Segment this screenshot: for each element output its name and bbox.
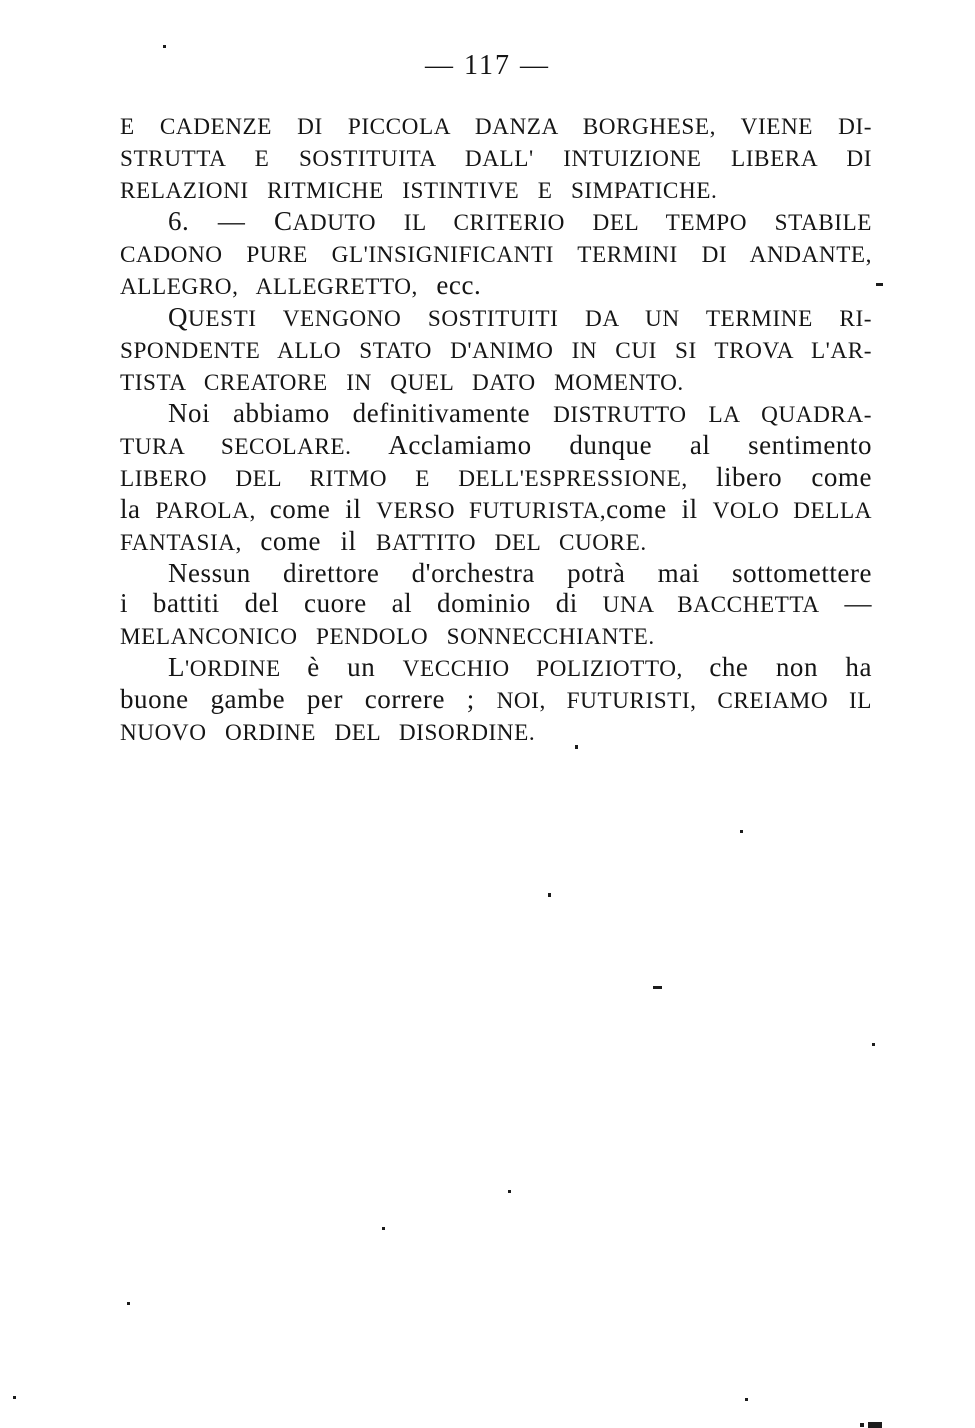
text-line — [120, 334, 872, 366]
text-segment: TISTA CREATORE IN QUEL DATO MOMENTO. — [120, 370, 684, 396]
paragraph — [120, 302, 872, 398]
scan-speck — [548, 893, 551, 897]
text-segment: Noi abbiamo definitivamente — [168, 398, 554, 428]
text-line — [120, 494, 872, 526]
text-segment: i battiti del cuore al dominio di — [120, 588, 603, 618]
paragraph — [120, 652, 872, 748]
text-line — [120, 206, 872, 238]
text-line — [120, 588, 872, 620]
text-segment: ADUTO IL CRITERIO DEL TEMPO STABILE — [292, 210, 872, 236]
text-line — [120, 430, 872, 462]
text-line — [120, 270, 872, 302]
text-segment: UNA BACCHETTA — [602, 592, 820, 618]
scan-speck — [872, 1043, 875, 1046]
text-line — [120, 684, 872, 716]
text-segment: come il — [269, 494, 377, 524]
text-line — [120, 620, 872, 652]
scan-speck — [740, 830, 743, 833]
scan-speck — [13, 1396, 16, 1399]
scan-speck — [876, 283, 883, 286]
text-segment: MELANCONICO PENDOLO SONNECCHIANTE. — [120, 624, 655, 650]
text-line — [120, 716, 872, 748]
text-segment: VOLO DELLA — [712, 498, 873, 524]
text-line — [120, 366, 872, 398]
paragraph — [120, 110, 872, 206]
scan-speck — [163, 45, 166, 48]
text-segment: NOI, FUTURISTI, CREIAMO IL — [496, 688, 872, 714]
paragraph — [120, 398, 872, 558]
text-line — [120, 558, 872, 588]
text-segment: la — [120, 494, 156, 524]
text-segment: UESTI VENGONO SOSTITUITI DA UN TERMINE RI- — [188, 306, 872, 332]
text-segment: E CADENZE DI PICCOLA DANZA BORGHESE, VIENE DI- — [120, 114, 872, 140]
text-segment: DISTRUTTO LA QUADRA- — [553, 402, 872, 428]
scan-speck — [653, 986, 662, 989]
scan-speck — [860, 1423, 864, 1427]
text-segment: RELAZIONI RITMICHE ISTINTIVE E SIMPATICHE. — [120, 178, 718, 204]
text-segment: VERSO FUTURISTA, — [376, 498, 607, 524]
lead-capital: L — [168, 652, 186, 682]
text-segment: è un — [307, 652, 403, 682]
text-segment: CADONO PURE GL'INSIGNIFICANTI TERMINI DI ANDANTE, — [120, 242, 872, 268]
scan-speck — [382, 1227, 385, 1230]
scan-speck — [508, 1190, 511, 1193]
paragraph — [120, 206, 872, 302]
text-line — [120, 526, 872, 558]
scan-speck — [745, 1398, 748, 1401]
text-segment: come il — [606, 494, 713, 524]
text-segment: BATTITO DEL CUORE. — [375, 530, 647, 556]
text-segment: Nessun direttore d'orchestra potrà mai sottomettere — [168, 558, 872, 588]
text-segment: Acclamiamo dunque al sentimento — [388, 430, 872, 460]
scan-speck — [575, 745, 578, 749]
scan-speck — [127, 1302, 130, 1305]
text-line — [120, 142, 872, 174]
text-segment: PAROLA, — [155, 498, 270, 524]
text-segment: ALLEGRO, ALLEGRETTO, — [120, 274, 437, 300]
text-line — [120, 302, 872, 334]
text-segment: 'ORDINE — [185, 656, 308, 682]
paragraph — [120, 558, 872, 652]
text-segment: TURA SECOLARE. — [120, 434, 389, 460]
text-segment: SPONDENTE ALLO STATO D'ANIMO IN CUI SI TROVA L'AR- — [120, 338, 872, 364]
text-segment: libero come — [715, 462, 872, 492]
text-segment: che non ha — [709, 652, 872, 682]
text-line — [120, 462, 872, 494]
text-line — [120, 398, 872, 430]
text-line — [120, 652, 872, 684]
text-segment: — — [819, 588, 872, 618]
text-segment: NUOVO ORDINE DEL DISORDINE. — [120, 720, 536, 746]
text-line — [120, 110, 872, 142]
lead-capital: Q — [168, 302, 189, 332]
text-segment: ecc. — [436, 270, 482, 300]
text-segment: come il — [260, 526, 376, 556]
body-text-block — [120, 110, 872, 748]
text-segment: FANTASIA, — [120, 530, 261, 556]
lead-capital: C — [274, 206, 293, 236]
text-segment: STRUTTA E SOSTITUITA DALL' INTUIZIONE LIBERA DI — [120, 146, 872, 172]
text-segment: 6. — — [168, 206, 275, 236]
page-number: — 117 — — [425, 50, 550, 81]
text-segment: buone gambe per correre ; — [120, 684, 497, 714]
text-line — [120, 238, 872, 270]
text-segment: LIBERO DEL RITMO E DELL'ESPRESSIONE, — [120, 466, 716, 492]
scan-speck — [868, 1422, 882, 1428]
text-line — [120, 174, 872, 206]
text-segment: VECCHIO POLIZIOTTO, — [402, 656, 710, 682]
